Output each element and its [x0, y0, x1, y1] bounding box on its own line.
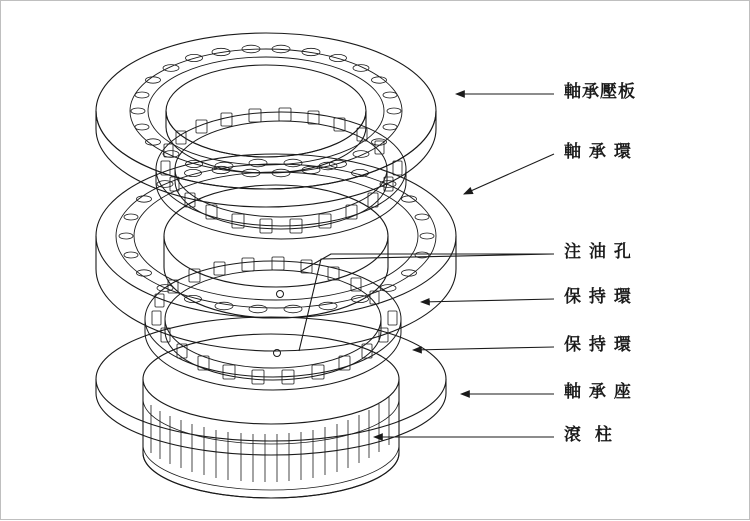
label-bearing-pressure-plate: 軸承壓板	[564, 82, 636, 102]
label-oil-filling-hole: 注 油 孔	[564, 242, 632, 262]
label-bearing-seat: 軸 承 座	[564, 382, 632, 402]
bearing-assembly-diagram	[1, 1, 750, 521]
leader-lines	[299, 94, 554, 437]
leader-retaining-ring-2	[413, 347, 554, 350]
lower-retaining-ring	[145, 257, 401, 390]
label-retaining-ring-lower: 保 持 環	[564, 335, 632, 355]
bearing-seat	[96, 317, 446, 498]
leader-bearing-ring	[464, 154, 554, 194]
label-retaining-ring-upper: 保 持 環	[564, 287, 632, 307]
oil-hole-upper	[277, 291, 284, 298]
label-bearing-ring: 軸 承 環	[564, 142, 632, 162]
label-roller: 滾 柱	[564, 425, 616, 445]
leader-retaining-ring-1	[421, 299, 554, 302]
